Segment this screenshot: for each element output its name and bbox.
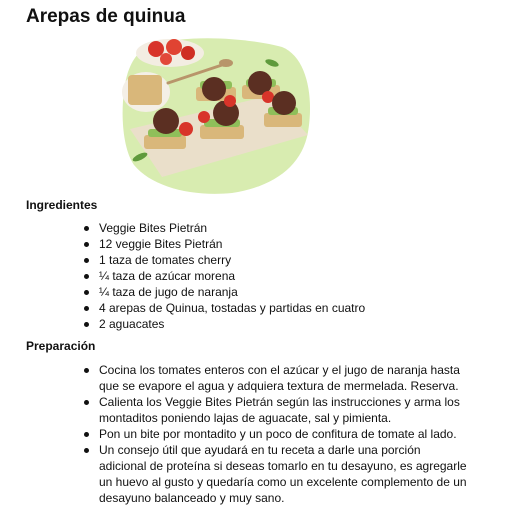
list-item: Un consejo útil que ayudará en tu receta a darle una porción adicional de proteína si deseas tomarlo en tu desayuno, es agregarle un huevo al gusto y quedaría como un excelente complemento de un desayuno balanceado y muy sano. <box>0 442 471 506</box>
list-item: 1 taza de tomates cherry <box>0 252 479 268</box>
list-item: 12 veggie Bites Pietrán <box>0 236 479 252</box>
tomato <box>148 41 164 57</box>
preparation-steps-list <box>0 362 471 506</box>
list-item: ¼ taza de jugo de naranja <box>0 284 479 300</box>
recipe-title: Arepas de quinua <box>26 6 186 27</box>
list-item: 2 aguacates <box>0 316 479 332</box>
ingredients-heading: Ingredientes <box>26 198 98 212</box>
list-item: Pon un bite por montadito y un poco de confitura de tomate al lado. <box>0 426 471 442</box>
tomato <box>160 53 172 65</box>
ingredients-list <box>0 220 479 332</box>
spoon-head <box>219 59 233 67</box>
recipe-photo <box>122 37 312 195</box>
tomato <box>181 46 195 60</box>
list-item: ¼ taza de azúcar morena <box>0 268 479 284</box>
list-item: 4 arepas de Quinua, tostadas y partidas en cuatro <box>0 300 479 316</box>
tomato <box>166 39 182 55</box>
list-item: Cocina los tomates enteros con el azúcar y el jugo de naranja hasta que se evapore el agua y adquiera textura de mermelada. Reserva. <box>0 362 471 394</box>
preparation-heading: Preparación <box>26 339 96 353</box>
list-item: Calienta los Veggie Bites Pietrán según las instrucciones y arma los montaditos poniendo lajas de aguacate, sal y pimienta. <box>0 394 471 426</box>
arepa-stack <box>128 75 162 105</box>
list-item: Veggie Bites Pietrán <box>0 220 479 236</box>
